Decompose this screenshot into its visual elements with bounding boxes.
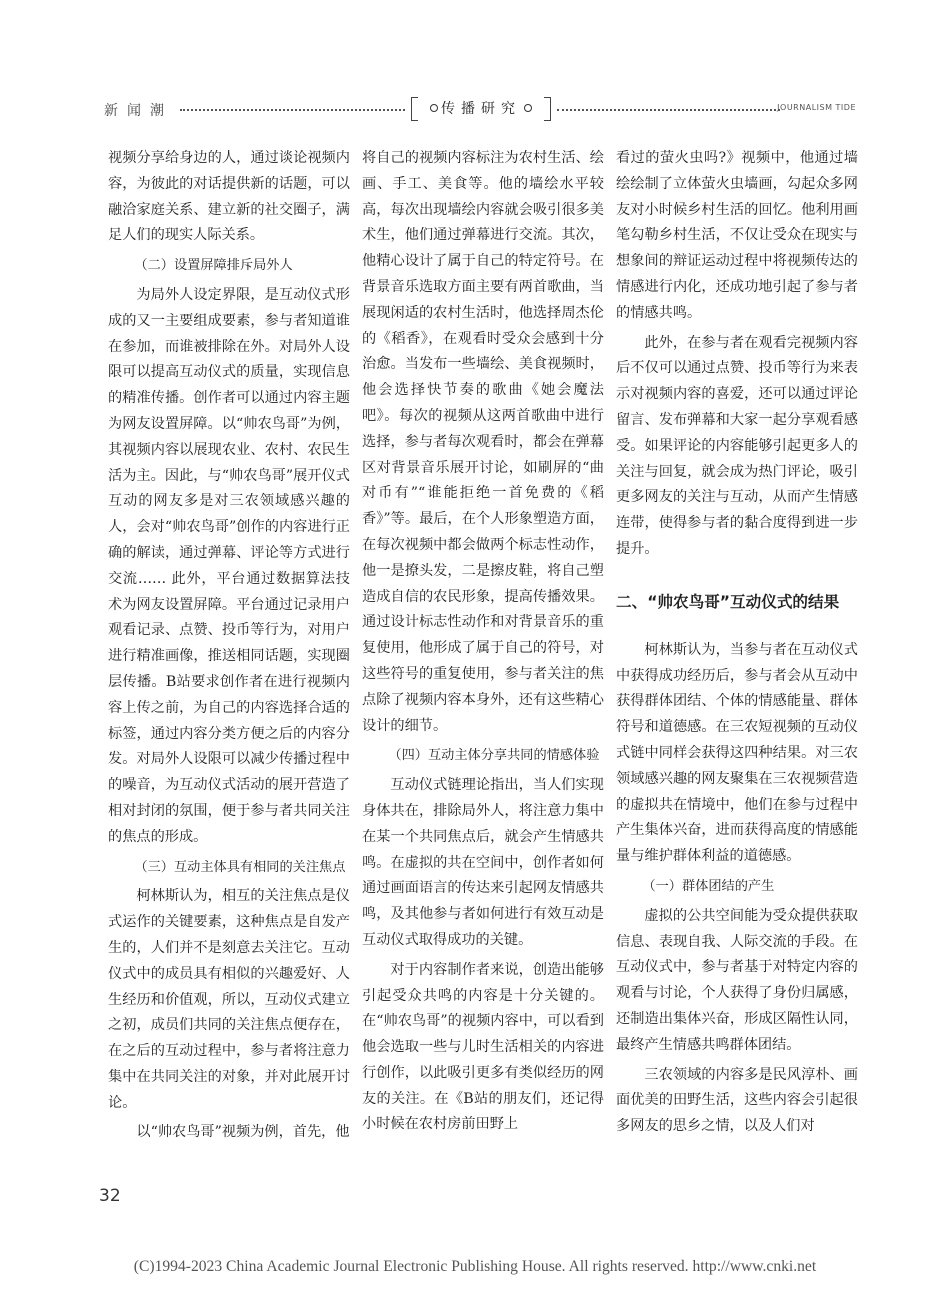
subsection-heading: （二）设置屏障排斥局外人 bbox=[134, 258, 293, 274]
copyright-notice: (C)1994-2023 China Academic Journal Electronic Publishing House. All rights reserved. http://www.cnki.net bbox=[133, 1258, 817, 1275]
page-number: 32 bbox=[99, 1186, 121, 1206]
paragraph: 此外，在参与者在观看完视频内容后不仅可以通过点赞、投币等行为来表示对视频内容的喜爱，还可以通过评论留言、发布弹幕和大家一起分享观看感受。如果评论的内容能够引起更多人的关注与回复，就会成为热门评论，吸引更多网友的关注与互动，从而产生情感连带，使得参与者的黏合度得到进一步提升。 bbox=[616, 334, 858, 557]
section-label: 传播研究 bbox=[441, 101, 521, 117]
paragraph: 将自己的视频内容标注为农村生活、绘画、手工、美食等。他的墙绘水平较高，每次出现墙绘内容就会吸引很多美术生，他们通过弹幕进行交流。其次，他精心设计了属于自己的特定符号。在背景音乐选取方面主要有两首歌曲，当展现闲适的农村生活时，他选择周杰伦的《稻香》，在观看时受众会感到十分治愈。当发布一些墙绘、美食视频时，他会选择快节奏的歌曲《她会魔法吧》。每次的视频从这两首歌曲中进行选择，参与者每次观看时，都会在弹幕区对背景音乐展开讨论，如刷屏的“曲对币有”“谁能拒绝一首免费的《稻香》”等。最后，在个人形象塑造方面，在每次视频中都会做两个标志性动作，他一是撩头发，二是擦皮鞋，将自己塑造成自信的农民形象，提高传播效果。通过设计标志性动作和对背景音乐的重复使用，他形成了属于自己的符号，对这些符号的重复使用，参与者关注的焦点除了视频内容本身外，还有这些精心设计的细节。 bbox=[362, 150, 604, 734]
subsection-heading: （四）互动主体分享共同的情感体验 bbox=[388, 748, 600, 764]
paragraph: 互动仪式链理论指出，当人们实现身体共在，排除局外人，将注意力集中在某一个共同焦点后，就会产生情感共鸣。在虚拟的共在空间中，创作者如何通过画面语言的传达来引起网友情感共鸣，及其他参与者如何进行有效互动是互动仪式取得成功的关键。 bbox=[362, 777, 604, 948]
running-header bbox=[104, 96, 856, 124]
journal-name: 新闻潮 bbox=[104, 103, 173, 119]
header-dotted-rule-left bbox=[180, 109, 405, 111]
column-1 bbox=[108, 146, 350, 1146]
paragraph: 柯林斯认为，当参与者在互动仪式中获得成功经历后，参与者会从互动中获得群体团结、个体的情感能量、群体符号和道德感。在三农短视频的互动仪式链中同样会获得这四种结果。对三农领域感兴趣的网友聚集在三农视频营造的虚拟共在情境中，他们在参与过程中产生集体兴奋，进而获得高度的情感能量与维护群体利益的道德感。 bbox=[616, 641, 858, 865]
section-name bbox=[411, 96, 551, 122]
header-dotted-rule-right bbox=[557, 109, 780, 111]
subsection-heading: （三）互动主体具有相同的关注焦点 bbox=[134, 859, 346, 875]
column-2 bbox=[362, 146, 604, 1138]
journal-name-english: JOURNALISM TIDE bbox=[777, 103, 856, 112]
ring-ornament-icon bbox=[430, 104, 438, 112]
paragraph: 柯林斯认为，相互的关注焦点是仪式运作的关键要素，这种焦点是自发产生的，人们并不是刻意去关注它。互动仪式中的成员具有相似的兴趣爱好、人生经历和价值观，所以，互动仪式建立之初，成员们共同的关注焦点便存在，在之后的互动过程中，参与者将注意力集中在共同关注的对象，并对此展开讨论。 bbox=[108, 888, 350, 1111]
paragraph: 为局外人设定界限，是互动仪式形成的又一主要组成要素，参与者知道谁在参加，而谁被排除在外。对局外人设限可以提高互动仪式的质量，实现信息的精准传播。创作者可以通过内容主题为网友设置屏障。以“帅农鸟哥”为例，其视频内容以展现农业、农村、农民生活为主。因此，与“帅农鸟哥”展开仪式互动的网友多是对三农领域感兴趣的人，会对“帅农鸟哥”创作的内容进行正确的解读，通过弹幕、评论等方式进行交流…… 此外，平台通过数据算法技术为网友设置屏障。平台通过记录用户观看记录、点赞、投币等行为，对用户进行精准画像，推送相同话题，实现圈层传播。B站要求创作者在进行视频内容上传之前，为自己的内容选择合适的标签，通过内容分类方便之后的内容分发。对局外人设限可以减少传播过程中的噪音，为互动仪式活动的展开营造了相对封闭的氛围，便于参与者共同关注的焦点的形成。 bbox=[108, 286, 350, 845]
subsection-heading: （一）群体团结的产生 bbox=[642, 878, 775, 894]
paragraph: 三农领域的内容多是民风淳朴、画面优美的田野生活，这些内容会引起很多网友的思乡之情，以及人们对 bbox=[616, 1066, 858, 1135]
paragraph: 视频分享给身边的人，通过谈论视频内容，为彼此的对话提供新的话题，可以融洽家庭关系、建立新的社交圈子，满足人们的现实人际关系。 bbox=[108, 150, 350, 244]
paragraph: 看过的萤火虫吗?》视频中，他通过墙绘绘制了立体萤火虫墙画，勾起众多网友对小时候乡村生活的回忆。他利用画笔勾勒乡村生活，不仅让受众在现实与想象间的辩证运动过程中将视频传达的情感进行内化，还成功地引起了参与者的情感共鸣。 bbox=[616, 150, 858, 321]
section-heading: 二、“帅农鸟哥”互动仪式的结果 bbox=[616, 592, 840, 611]
paragraph: 对于内容制作者来说，创造出能够引起受众共鸣的内容是十分关键的。在“帅农鸟哥”的视频内容中，可以看到他会选取一些与儿时生活相关的内容进行创作，以此吸引更多有类似经历的网友的关注。在《B站的朋友们，还记得小时候在农村房前田野上 bbox=[362, 961, 604, 1133]
paragraph: 虚拟的公共空间能为受众提供获取信息、表现自我、人际交流的手段。在互动仪式中，参与者基于对特定内容的观看与讨论，个人获得了身份归属感，还制造出集体兴奋，形成区隔性认同，最终产生情感共鸣群体团结。 bbox=[616, 907, 858, 1053]
paragraph: 以“帅农鸟哥”视频为例，首先，他 bbox=[136, 1124, 350, 1141]
column-3 bbox=[616, 146, 858, 1140]
ring-ornament-icon bbox=[524, 104, 532, 112]
